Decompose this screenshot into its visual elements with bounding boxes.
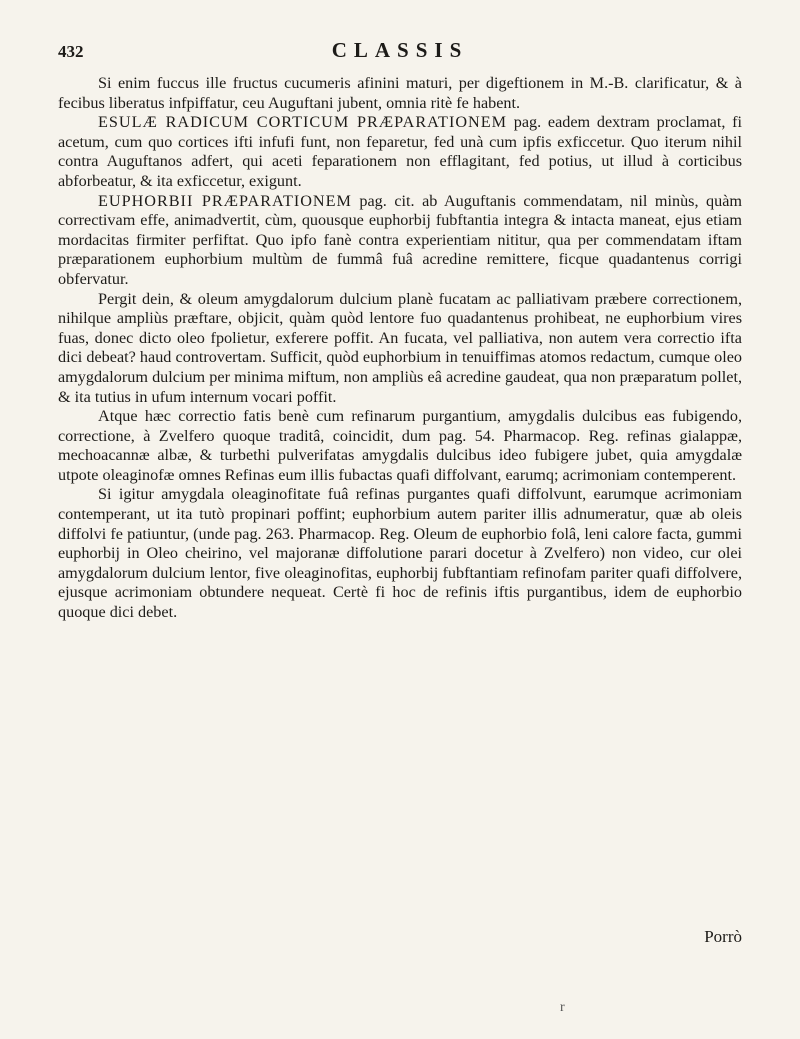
paragraph-text: pag. cit. ab Auguftanis commendatam, nil minùs, quàm correctivam effe, animadvertit, cùm, quousque euphorbij fubftantia integra & intacta maneat, ejus etiam mordacitas firmiter perfiftat. Quo ipfo fanè contra experientiam nititur, qua per commendatam iftam præparationem euphorbium multùm de fummâ fuâ acredine remittere, ficque quadantenus corrigi obfervatur.: [58, 191, 742, 288]
paragraph-text: pag. eadem dextram proclamat, fi acetum, cum quo cortices ifti infufi funt, non feparetur, fed unà cum ipfis exficcetur. Quo iterum nihil contra Auguftanos adfert, qui aceti feparationem non efflagitant, fed potius, ut illud à corticibus abforbeatur, & ita exficcetur, exigunt.: [58, 113, 742, 190]
paragraph-6: Si igitur amygdala oleaginofitate fuâ refinas purgantes quafi diffolvunt, earumque acrimoniam contemperant, ut ita tutò propinari poffint; euphorbium autem pariter illis adnumeratur, quæ ab oleis diffolvi fe patiuntur, (unde pag. 263. Pharmacop. Reg. Oleum de euphorbio folâ, leni calore facta, gummi euphorbij in Oleo cheirino, vel majoranæ diffolutione parari docetur à Zvelfero) non video, cur olei amygdalorum dulcium lentor, five oleaginofitas, euphorbij fubftantiam refinofam pariter quafi diffolvere, ejusque acrimoniam obtundere nequeat. Certè fi hoc de refinis iftis purgantibus, idem de euphorbio quoque dici debet.: [58, 485, 742, 622]
catchword: Porrò: [704, 927, 742, 946]
running-head: [58, 38, 742, 68]
running-title: CLASSIS: [331, 38, 469, 62]
paragraph-5: Atque hæc correctio fatis benè cum refinarum purgantium, amygdalis dulcibus eas fubigendo, correctione, à Zvelfero quoque traditâ, coincidit, dum pag. 54. Pharmacop. Reg. refinas gialappæ, mechoacannæ albæ, & turbethi pulverifatas amygdalis dulcibus ideo fubigere jubet, quia amygdalæ utpote oleaginofæ omnes Refinas eum illis fubactas quafi diffolvant, earumq; acrimoniam contemperent.: [58, 407, 742, 484]
paragraph-3: [58, 192, 742, 290]
paragraph-2: [58, 113, 742, 191]
section-heading: ESULÆ RADICUM CORTICUM PRÆPARATIONEM: [98, 113, 507, 132]
paragraph-1: Si enim fuccus ille fructus cucumeris afinini maturi, per digeftionem in M.-B. clarificatur, & à fecibus liberatus infpiffatur, ceu Auguftani jubent, omnia ritè fe habent.: [58, 74, 742, 112]
body-text: [58, 74, 742, 623]
section-heading: EUPHORBII PRÆPARATIONEM: [98, 191, 352, 210]
bleed-through-mark: r: [560, 1000, 565, 1015]
paragraph-4: Pergit dein, & oleum amygdalorum dulcium planè fucatam ac palliativam præbere correctionem, nihilque ampliùs præftare, objicit, quàm quòd lentore fuo quadantenus prohibeat, ne euphorbium vires fuas, donec dicto oleo fpolietur, exferere poffit. An fucata, vel palliativa, non autem vera correctio ifta dici debeat? haud controvertam. Sufficit, quòd euphorbium in tenuiffimas atomos redactum, cumque oleo amygdalorum dulcium per minima miftum, non ampliùs eâ acredine gaudeat, qua non præparatum pollet, & ita tutius in ufum internum vocari poffit.: [58, 289, 742, 406]
page-number: 432: [58, 42, 84, 61]
